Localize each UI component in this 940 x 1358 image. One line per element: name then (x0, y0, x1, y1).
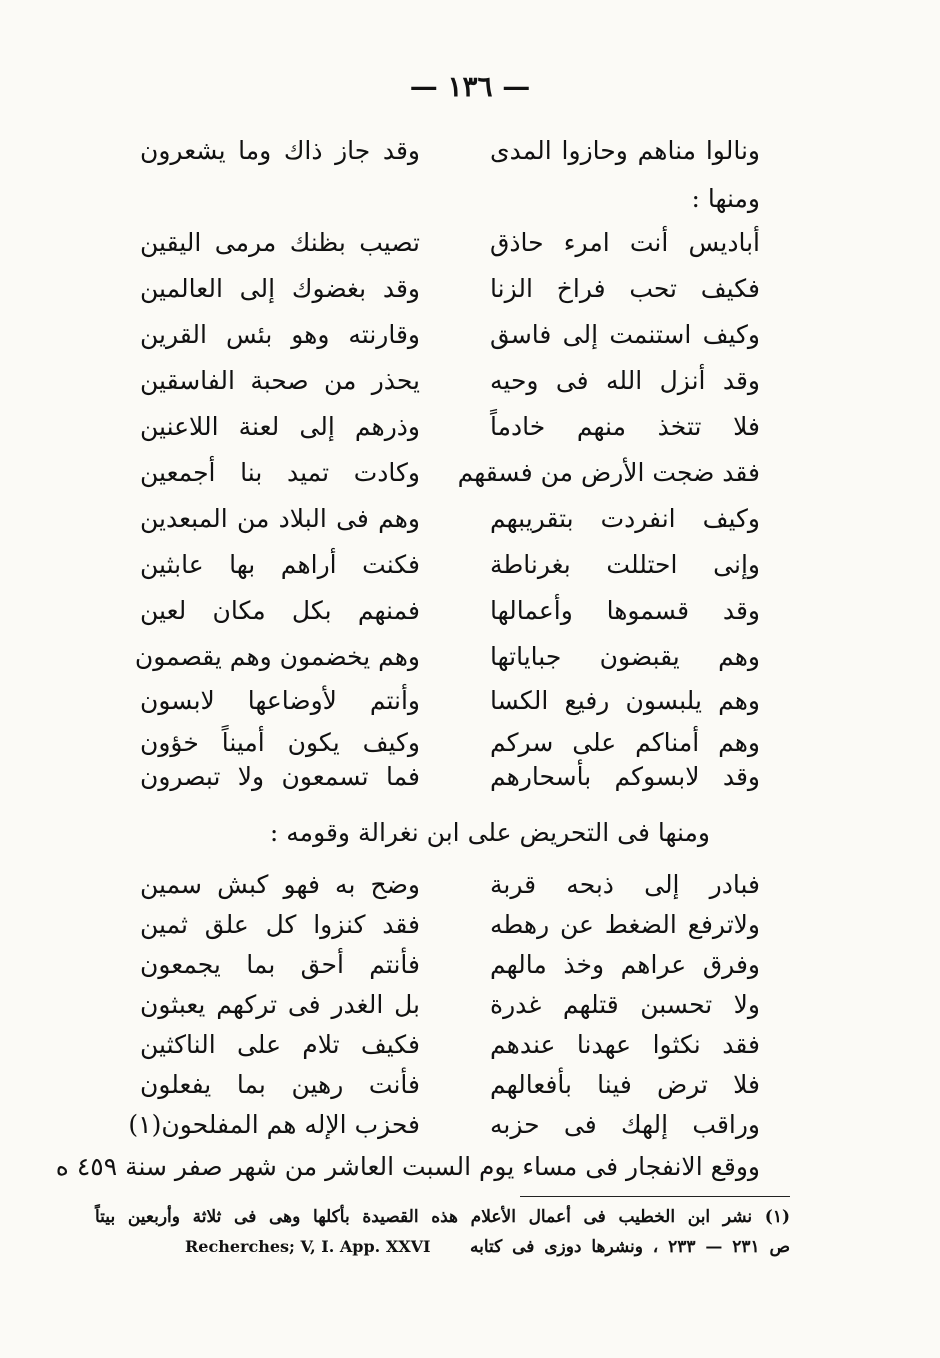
verse-line (140, 542, 760, 588)
verse-line (140, 588, 760, 634)
first-hemistich: أباديس أنت امرء حاذق (490, 228, 760, 257)
second-hemistich: تصيب بظنك مرمى اليقين (140, 228, 420, 257)
second-hemistich: فقد كنزوا كل علق ثمين (140, 910, 420, 939)
first-hemistich: وقد قسموها وأعمالها (490, 596, 760, 625)
verse-line (128, 1102, 760, 1148)
verse-line (134, 634, 760, 680)
second-hemistich: وكادت تميد بنا أجمعين (140, 458, 420, 487)
first-hemistich: ولاترفع الضغط عن رهطه (490, 910, 760, 939)
verse-line (140, 496, 760, 542)
verse-line (140, 266, 760, 312)
second-hemistich: وقد جاز ذاك وما يشعرون (140, 136, 420, 165)
first-hemistich: وهم أمناكم على سركم (490, 728, 760, 757)
verse-line (140, 450, 760, 496)
first-hemistich: وفرق عراهم وخذ مالهم (490, 950, 760, 979)
second-hemistich: وقد بغضوك إلى العالمين (140, 274, 420, 303)
verse-line (140, 358, 760, 404)
first-hemistich: فقد ضجت الأرض من فسقهم (457, 458, 760, 487)
first-hemistich: ولا تحسبن قتلهم غدرة (490, 990, 760, 1019)
first-hemistich: ونالوا مناهم وحازوا المدى (490, 136, 760, 165)
first-hemistich: وكيف استنمت إلى فاسق (490, 320, 760, 349)
second-hemistich: فأنتم أحق بما يجمعون (140, 950, 420, 979)
second-hemistich: فحزب الإله هم المفلحون(١) (128, 1110, 420, 1139)
second-hemistich: وأنتم لأوضاعها لابسون (140, 686, 420, 715)
second-hemistich: وذرهم إلى لعنة اللاعنين (140, 412, 420, 441)
section-heading: ومنها : (691, 184, 760, 213)
second-hemistich: بل الغدر فى تركهم يعبثون (140, 990, 420, 1019)
verse-line (140, 220, 760, 266)
first-hemistich: فكيف تحب فراخ الزنا (490, 274, 760, 303)
second-hemistich: وكيف يكون أميناً خؤون (140, 728, 420, 757)
second-hemistich: فما تسمعون ولا تبصرون (140, 762, 420, 791)
first-hemistich: وهم يلبسون رفيع الكسا (490, 686, 760, 715)
first-hemistich: فبادر إلى ذبحه قربة (490, 870, 760, 899)
second-hemistich: فكيف تلام على الناكثين (140, 1030, 420, 1059)
closing-line: ووقع الانفجار فى مساء يوم السبت العاشر من شهر صفر سنة ٤٥٩ ه (55, 1152, 760, 1181)
verse-line (140, 678, 760, 724)
second-hemistich: فمنهم بكل مكان لعين (140, 596, 420, 625)
second-hemistich: فكنت أراهم بها عابثين (140, 550, 420, 579)
first-hemistich: وهم يقبضون جباياتها (490, 642, 760, 671)
verse-line (140, 312, 760, 358)
footnote-line-2: ص ٢٣١ — ٢٣٣ ، ونشرها دوزى فى كتابه (470, 1237, 790, 1257)
verse-line (140, 128, 760, 174)
verse-line (140, 754, 760, 800)
second-hemistich: يحذر من صحبة الفاسقين (140, 366, 420, 395)
page-number: — ١٣٦ — (409, 70, 531, 103)
first-hemistich: فلا تتخذ منهم خادماً (490, 412, 760, 441)
section-heading: ومنها فى التحريض على ابن نغرالة وقومه : (269, 818, 710, 847)
second-hemistich: وقارنته وهو بئس القرين (140, 320, 420, 349)
first-hemistich: فلا ترض فينا بأفعالهم (490, 1070, 760, 1099)
second-hemistich: وهم يخضمون وهم يقصمون (134, 642, 420, 671)
footnote-divider (520, 1196, 790, 1197)
first-hemistich: وراقب إلهك فى حزبه (490, 1110, 760, 1139)
first-hemistich: فقد نكثوا عهدنا عندهم (490, 1030, 760, 1059)
second-hemistich: وضح به فهو كبش سمين (140, 870, 420, 899)
first-hemistich: وإنى احتللت بغرناطة (490, 550, 760, 579)
first-hemistich: وقد لابسوكم بأسحارهم (490, 762, 760, 791)
second-hemistich: فأنت رهين بما يفعلون (140, 1070, 420, 1099)
footnote-latin-reference: Recherches; V, I. App. XXVI (185, 1237, 431, 1256)
first-hemistich: وقد أنزل الله فى وحيه (490, 366, 760, 395)
footnote-line-1: (١) نشر ابن الخطيب فى أعمال الأعلام هذه القصيدة بأكلها وهى فى ثلاثة وأربعين بيتاً (95, 1207, 790, 1227)
first-hemistich: وكيف انفردت بتقريبهم (490, 504, 760, 533)
verse-line (140, 404, 760, 450)
second-hemistich: وهم فى البلاد من المبعدين (140, 504, 420, 533)
